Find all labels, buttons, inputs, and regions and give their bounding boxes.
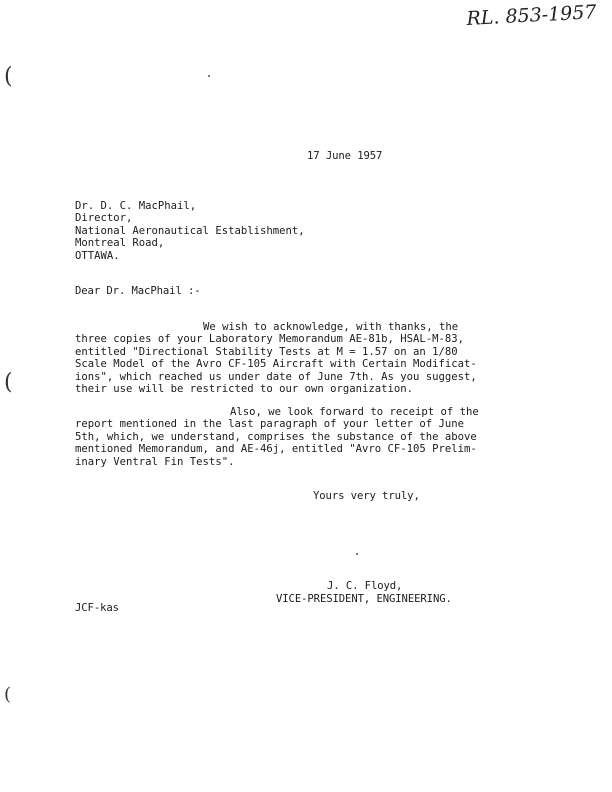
paragraph-line: their use will be restricted to our own organization. [75,383,414,396]
paper-speck [208,75,210,77]
address-line: Montreal Road, [75,237,165,250]
address-line: Director, [75,212,133,225]
paragraph-line: Scale Model of the Avro CF-105 Aircraft with Certain Modificat- [75,358,477,371]
recipient-address [75,200,305,262]
paragraph-line: 5th, which, we understand, comprises the substance of the above [75,430,477,443]
paragraph-line: Also, we look forward to receipt of the [230,406,479,418]
signer-name: J. C. Floyd, [327,580,403,592]
closing: Yours very truly, [313,490,420,502]
salutation: Dear Dr. MacPhail :- [75,285,201,297]
paragraph-line: three copies of your Laboratory Memorandum AE-81b, HSAL-M-83, [75,333,465,346]
typist-initials: JCF-kas [75,602,119,614]
body-paragraph-1 [75,321,477,395]
address-line: OTTAWA. [75,249,120,262]
binding-mark-middle: ( [4,370,13,395]
paragraph-line: entitled "Directional Stability Tests at M = 1.57 on an 1/80 [75,345,458,358]
paper-speck [356,553,358,555]
paragraph-line: We wish to acknowledge, with thanks, the [203,321,459,333]
binding-mark-bottom: ( [4,684,12,705]
body-paragraph-2 [75,406,479,468]
paragraph-line: ions", which reached us under date of June 7th. As you suggest, [75,370,477,383]
binding-mark-top: ( [4,64,13,89]
paragraph-line: mentioned Memorandum, and AE-46j, entitled "Avro CF-105 Prelim- [75,443,477,456]
handwritten-reference: RL. 853-1957 [466,1,598,30]
address-line: Dr. D. C. MacPhail, [75,200,197,212]
letter-date: 17 June 1957 [307,150,383,162]
address-line: National Aeronautical Establishment, [75,224,305,237]
signer-title: VICE-PRESIDENT, ENGINEERING. [276,593,452,605]
paragraph-line: inary Ventral Fin Tests". [75,455,235,468]
paragraph-line: report mentioned in the last paragraph of your letter of June [75,418,465,431]
